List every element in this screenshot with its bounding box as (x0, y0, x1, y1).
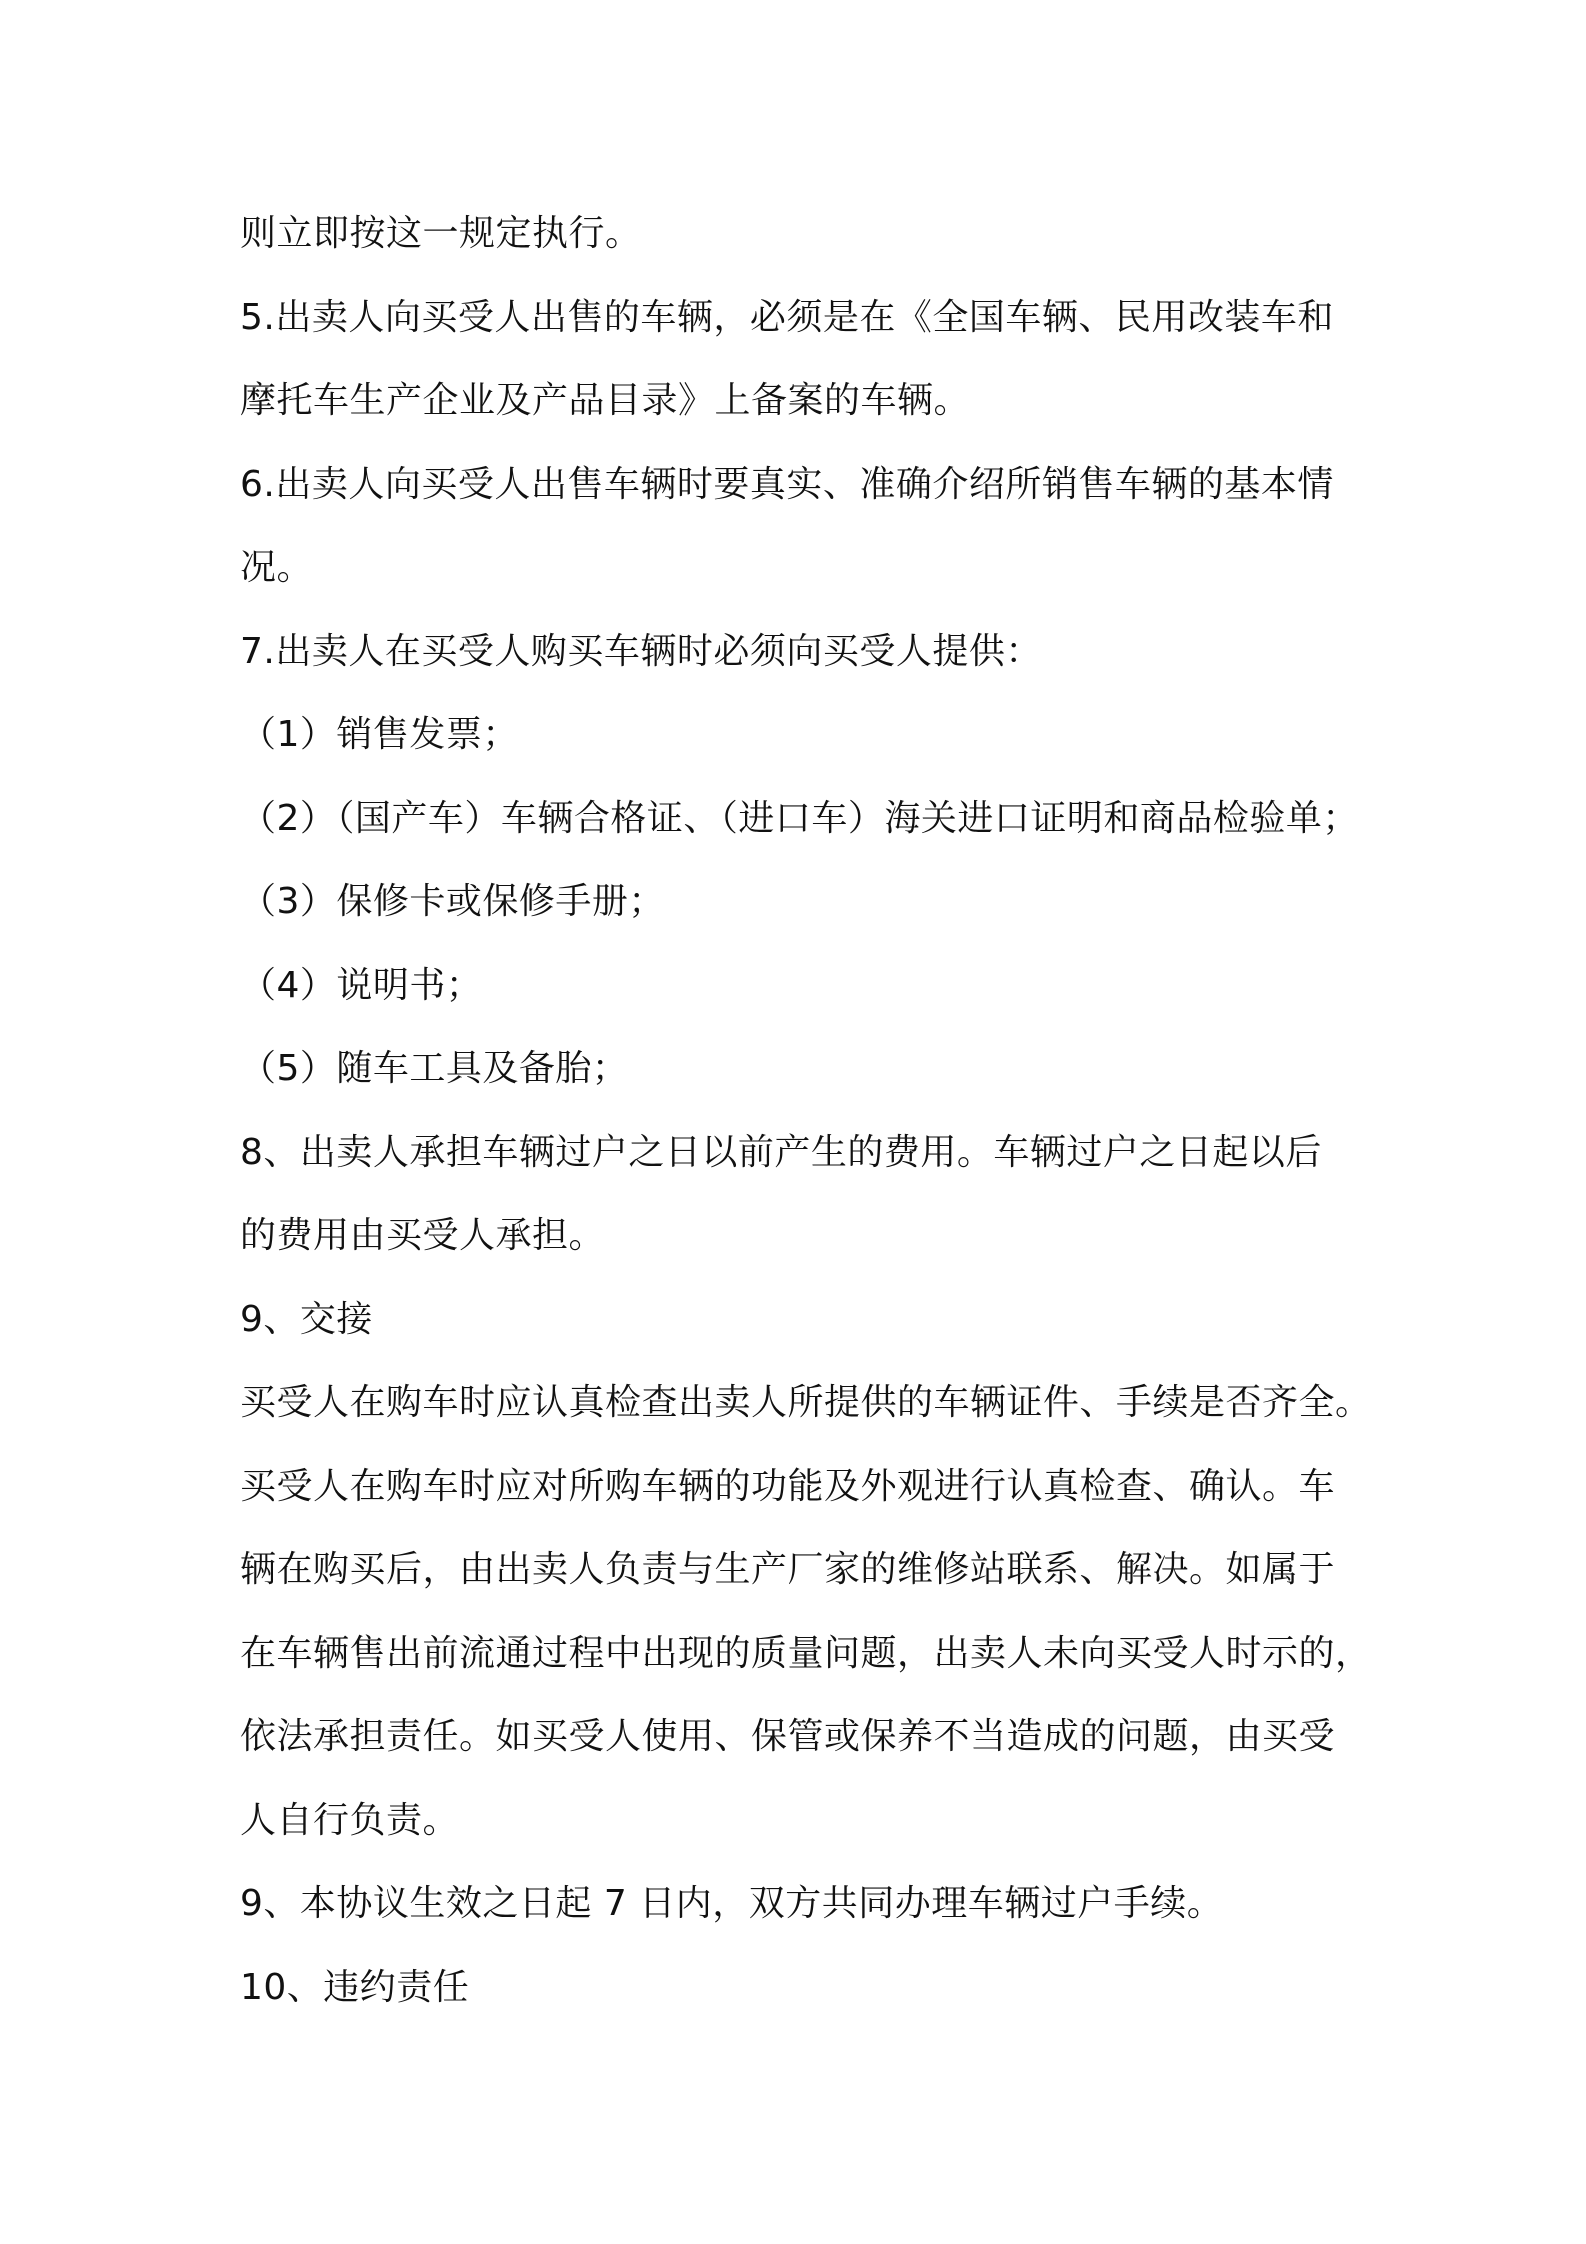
text-line: 则立即按这一规定执行。 (240, 213, 642, 254)
text-line: 9、本协议生效之日起 7 日内，双方共同办理车辆过户手续。 (240, 1883, 1224, 1924)
text-line: （4）说明书； (240, 964, 483, 1006)
text-line: （1）销售发票； (240, 714, 519, 755)
text-line: （2）（国产车）车辆合格证、（进口车）海关进口证明和商品检验单； (240, 797, 1359, 839)
text-line: 在车辆售出前流通过程中出现的质量问题，出卖人未向买受人时示的， (240, 1632, 1372, 1674)
text-line: （3）保修卡或保修手册； (240, 881, 665, 922)
text-line: 10、违约责任 (240, 1966, 470, 2008)
text-line: 的费用由买受人承担。 (240, 1215, 606, 1256)
text-line: 8、出卖人承担车辆过户之日以前产生的费用。车辆过户之日起以后 (240, 1131, 1322, 1173)
text-line: 依法承担责任。如买受人使用、保管或保养不当造成的问题，由买受 (240, 1716, 1336, 1757)
text-line: 人自行负责。 (240, 1799, 460, 1841)
text-line: 9、交接 (240, 1298, 373, 1340)
text-line: 况。 (240, 547, 314, 588)
text-line: 6.出卖人向买受人出售车辆时要真实、准确介绍所销售车辆的基本情 (240, 463, 1334, 505)
document-body (240, 192, 1380, 2029)
text-line: 辆在购买后，由出卖人负责与生产厂家的维修站联系、解决。如属于 (240, 1549, 1336, 1590)
text-line: （5）随车工具及备胎； (240, 1048, 629, 1089)
text-line: 7.出卖人在买受人购买车辆时必须向买受人提供： (240, 630, 1042, 672)
text-line: 摩托车生产企业及产品目录》上备案的车辆。 (240, 380, 971, 421)
text-line: 买受人在购车时应认真检查出卖人所提供的车辆证件、手续是否齐全。 (240, 1382, 1372, 1423)
text-line: 买受人在购车时应对所购车辆的功能及外观进行认真检查、确认。车 (240, 1465, 1336, 1507)
text-line: 5.出卖人向买受人出售的车辆，必须是在《全国车辆、民用改装车和 (240, 296, 1334, 338)
